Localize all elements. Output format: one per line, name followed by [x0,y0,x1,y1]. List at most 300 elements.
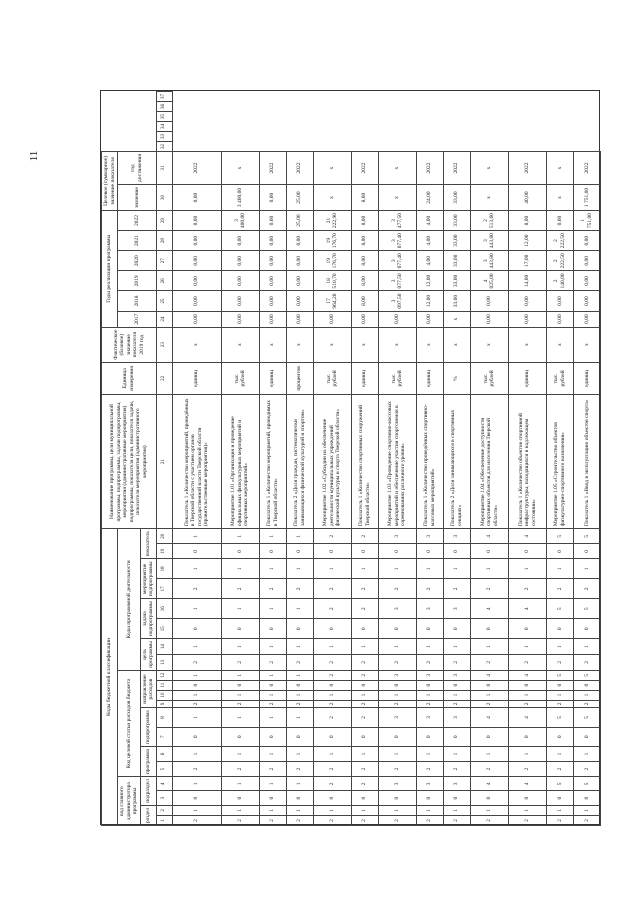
code-digit-cell: 1 [286,708,313,727]
code-digit-cell: 5 [546,777,573,791]
code-digit-cell: 3 [378,529,416,544]
code-digit-cell: 5 [573,777,600,791]
target-value-cell: 25,00 [286,185,313,211]
code-digit-cell: 2 [470,815,508,825]
column-number: 20 [156,529,172,544]
unit-cell: процентов [286,362,313,394]
code-digit-cell: 0 [351,680,378,690]
target-year-cell: 2022 [443,152,470,185]
code-digit-cell: 2 [351,777,378,791]
year-value-cell: 2 513,60 [470,210,508,230]
unit-cell: % [443,362,470,394]
subsection-header: подраздел [140,777,156,806]
code-digit-cell: 2 [221,700,259,708]
code-digit-cell: 2 [416,579,443,599]
unit-cell: тыс. рублей [546,362,573,394]
code-digit-cell: 2 [313,599,351,619]
code-digit-cell: 2 [351,762,378,777]
code-digit-cell: 0 [508,680,546,690]
name-cell: Мероприятие 1.02 «Субсидии на обеспечение деятельности муниципальных учреждений физической культуры и спорта Тверской области» [313,395,351,529]
year-value-cell: 0,00 [546,311,573,327]
indicator-header: показатель [140,529,156,559]
code-digit-cell: 2 [508,654,546,670]
code-digit-cell: 0 [259,727,286,746]
code-digit-cell: 1 [259,690,286,700]
code-digit-cell: 0 [573,791,600,805]
code-digit-cell: 0 [470,727,508,746]
column-number: 5 [156,762,172,777]
code-digit-cell: 1 [470,559,508,579]
name-cell: Показатель 1 «Количество проведённых спортивно-массовых мероприятий» [416,395,443,529]
column-number: 34 [156,122,172,132]
column-number: 29 [156,210,172,230]
code-digit-cell: 1 [259,529,286,544]
code-digit-cell: 1 [286,529,313,544]
column-number: 12 [156,670,172,680]
section-header: раздел [140,805,156,825]
code-digit-cell: 1 [259,777,286,791]
code-digit-cell: 2 [378,654,416,670]
code-digit-cell: 2 [508,762,546,777]
code-digit-cell: 5 [573,670,600,680]
column-number: 22 [156,362,172,394]
code-digit-cell: 2 [443,762,470,777]
code-digit-cell: 0 [313,727,351,746]
unit-cell: единиц [573,362,600,394]
code-digit-cell: 1 [259,670,286,680]
code-digit-cell: 0 [351,791,378,805]
base-value-cell: х [508,327,546,362]
code-digit-cell: 2 [573,579,600,599]
activity-header: мероприятие подпрограммы [140,559,156,599]
code-digit-cell: 1 [508,746,546,761]
code-digit-cell: 0 [351,727,378,746]
code-digit-cell: 3 [443,599,470,619]
code-digit-cell: 2 [351,599,378,619]
year-value-cell: 0,00 [286,271,313,291]
budget-class-header: Коды бюджетной классификации [102,529,118,826]
year-value-cell: 17,00 [508,251,546,271]
code-digit-cell: 1 [286,639,313,655]
code-digit-cell: 2 [573,815,600,825]
code-digit-cell: 5 [546,670,573,680]
year-value-cell: х [443,311,470,327]
target-value-cell: х [313,185,351,211]
direction-header: направление расходов [140,670,156,708]
code-digit-cell: 1 [443,746,470,761]
column-number: 10 [156,690,172,700]
code-digit-cell: 3 [416,599,443,619]
code-digit-cell: 0 [546,680,573,690]
code-digit-cell: 2 [416,815,443,825]
program-indicators-table [101,91,601,826]
target-year-cell: 2022 [286,152,313,185]
code-digit-cell: 2 [573,654,600,670]
year-value-cell: 4,00 [416,251,443,271]
code-digit-cell: 2 [313,700,351,708]
year-value-cell: 8,00 [508,210,546,230]
code-digit-cell: 5 [573,599,600,619]
code-digit-cell: 5 [546,599,573,619]
code-digit-cell: 0 [546,727,573,746]
code-digit-cell: 4 [470,670,508,680]
base-value-header: Фактическое (базовое) значение показателя 2019 год [102,327,157,362]
code-digit-cell: 2 [259,579,286,599]
table-row [416,92,443,826]
year-value-cell: 21 222,90 [313,210,351,230]
year-value-cell: 8,00 [351,231,378,251]
code-digit-cell: 1 [221,708,259,727]
unit-cell: единиц [172,362,221,394]
unit-cell: единиц [508,362,546,394]
code-digit-cell: 1 [546,639,573,655]
code-digit-cell: 0 [416,544,443,559]
base-value-cell: х [546,327,573,362]
year-value-cell: 0,00 [470,291,508,311]
code-digit-cell: 2 [470,700,508,708]
code-digit-cell: 2 [443,700,470,708]
target-year-cell: х [221,152,259,185]
code-digit-cell: 3 [416,777,443,791]
year-value-cell: 0,00 [172,291,221,311]
code-digit-cell: 0 [443,727,470,746]
code-digit-cell: 1 [416,746,443,761]
target-year-cell: 2022 [259,152,286,185]
code-digit-cell: 1 [416,690,443,700]
target-value-cell: 3 400,00 [221,185,259,211]
code-digit-cell: 2 [378,579,416,599]
code-digit-cell: 2 [221,815,259,825]
code-digit-cell: 1 [378,690,416,700]
code-digit-cell: 0 [221,791,259,805]
code-digit-cell: 2 [286,654,313,670]
code-digit-cell: 2 [351,700,378,708]
code-digit-cell: 0 [416,791,443,805]
code-digit-cell: 2 [313,815,351,825]
code-digit-cell: 1 [286,690,313,700]
code-digit-cell: 4 [508,529,546,544]
code-digit-cell: 2 [443,654,470,670]
code-digit-cell: 1 [313,746,351,761]
code-digit-cell: 0 [286,791,313,805]
code-digit-cell: 4 [508,599,546,619]
code-digit-cell: 2 [313,708,351,727]
year-value-cell: 0,00 [259,271,286,291]
code-digit-cell: 2 [416,654,443,670]
code-digit-cell: 1 [221,599,259,619]
code-digit-cell: 1 [470,805,508,815]
base-value-cell: х [351,327,378,362]
year-value-cell: 17 964,20 [313,291,351,311]
code-digit-cell: 2 [351,708,378,727]
code-digit-cell: 1 [443,805,470,815]
code-digit-cell: 1 [546,559,573,579]
table-row [443,92,470,826]
column-number: 4 [156,777,172,791]
code-digit-cell: 0 [286,619,313,639]
target-year-cell: 2022 [573,152,600,185]
code-digit-cell: 1 [378,639,416,655]
code-digit-cell: 1 [546,690,573,700]
code-digit-cell: 0 [546,619,573,639]
code-digit-cell: 0 [443,619,470,639]
code-digit-cell: 2 [351,579,378,599]
target-year-cell: 2022 [416,152,443,185]
year-value-cell: 0,00 [378,311,416,327]
code-digit-cell: 3 [416,529,443,544]
code-digit-cell: 2 [313,762,351,777]
target-value-cell: х [378,185,416,211]
target-value-cell: 8,00 [351,185,378,211]
code-digit-cell: 1 [221,639,259,655]
year-value-cell: 0,00 [221,311,259,327]
name-cell: Показатель 1 «Количество мероприятий, проведённых в Тверской области с участием органов государственной власти Тверской области (правительственные мероприятия)» [172,395,221,529]
code-digit-cell: 1 [416,639,443,655]
year-value-cell: 0,00 [573,271,600,291]
code-digit-cell: 0 [259,791,286,805]
code-digit-cell: 0 [508,544,546,559]
code-digit-cell: 5 [573,708,600,727]
year-value-cell: 0,00 [470,311,508,327]
code-digit-cell: 1 [286,599,313,619]
year-value-cell: 0,00 [172,311,221,327]
code-digit-cell: 1 [351,690,378,700]
unit-cell: тыс. рублей [313,362,351,394]
year-value-cell: 14,00 [508,271,546,291]
column-number: 9 [156,700,172,708]
target-year-cell: х [470,152,508,185]
column-number: 16 [156,599,172,619]
column-number: 33 [156,132,172,142]
table-row [286,92,313,826]
code-digit-cell: 1 [286,559,313,579]
code-digit-cell: 1 [313,690,351,700]
code-digit-cell: 3 [378,670,416,680]
target-value-cell: 0,00 [259,185,286,211]
year-value-cell: 0,00 [259,210,286,230]
code-digit-cell: 1 [378,559,416,579]
code-digit-cell: 0 [443,791,470,805]
code-digit-cell: 2 [470,762,508,777]
target-value-cell: х [546,185,573,211]
code-digit-cell: 1 [172,690,221,700]
year-value-cell: 0,00 [286,251,313,271]
target-year-cell: х [546,152,573,185]
year-value-cell: 4,00 [416,210,443,230]
code-digit-cell: 2 [508,579,546,599]
year-header-0: 2017 [118,311,157,327]
code-digit-cell: 2 [313,529,351,544]
code-digit-cell: 1 [259,746,286,761]
table-row [313,92,351,826]
code-digit-cell: 0 [416,680,443,690]
code-digit-cell: 2 [443,579,470,599]
code-digit-cell: 0 [286,680,313,690]
year-header-3: 2020 [118,251,157,271]
code-digit-cell: 3 [443,708,470,727]
code-digit-cell: 1 [443,690,470,700]
year-value-cell: 0,00 [286,231,313,251]
table-row [470,92,508,826]
code-digit-cell: 2 [172,654,221,670]
code-digit-cell: 4 [470,599,508,619]
base-value-cell: х [221,327,259,362]
base-value-cell: х [416,327,443,362]
code-digit-cell: 2 [351,654,378,670]
code-digit-cell: 2 [221,579,259,599]
page-number: 11 [28,150,40,162]
column-number: 17 [156,579,172,599]
code-digit-cell: 2 [313,654,351,670]
year-value-cell: 3 077,50 [378,271,416,291]
code-digit-cell: 0 [546,544,573,559]
code-digit-cell: 0 [313,619,351,639]
year-value-cell: 2 222,50 [546,231,573,251]
code-digit-cell: 3 [443,529,470,544]
code-digit-cell: 1 [470,746,508,761]
code-digit-cell: 2 [378,762,416,777]
code-digit-cell: 0 [508,727,546,746]
code-digit-cell: 0 [443,680,470,690]
column-number: 1 [156,815,172,825]
code-digit-cell: 1 [470,690,508,700]
code-digit-cell: 2 [259,762,286,777]
code-digit-cell: 0 [172,727,221,746]
year-value-cell: 33,00 [443,210,470,230]
unit-cell: тыс. рублей [470,362,508,394]
year-value-cell: 0,00 [259,291,286,311]
year-value-cell: 12,00 [508,231,546,251]
code-digit-cell: 2 [443,815,470,825]
code-digit-cell: 0 [378,727,416,746]
code-digit-cell: 2 [286,579,313,599]
code-digit-cell: 1 [416,805,443,815]
code-digit-cell: 5 [546,708,573,727]
year-value-cell: 0,00 [573,251,600,271]
code-digit-cell: 2 [259,815,286,825]
code-digit-cell: 1 [508,690,546,700]
name-cell: Показатель 1 «Количество мероприятий, проводимых в Тверской области» [259,395,286,529]
column-number: 19 [156,544,172,559]
code-digit-cell: 1 [172,670,221,680]
code-digit-cell: 4 [508,777,546,791]
base-value-cell: х [172,327,221,362]
code-digit-cell: 2 [221,654,259,670]
base-value-cell: х [573,327,600,362]
code-digit-cell: 1 [416,559,443,579]
code-digit-cell: 0 [259,544,286,559]
code-digit-cell: 1 [221,746,259,761]
column-number: 8 [156,708,172,727]
column-number: 37 [156,92,172,102]
year-header-4: 2021 [118,231,157,251]
year-value-cell: 3 443,80 [470,251,508,271]
target-value-cell: 1 751,00 [573,185,600,211]
code-digit-cell: 0 [378,619,416,639]
column-number: 28 [156,231,172,251]
code-digit-cell: 0 [378,791,416,805]
code-digit-cell: 1 [378,805,416,815]
year-value-cell: 8,00 [351,291,378,311]
name-cell: Показатель 2 «Доля граждан, систематически занимающихся физической культурой и спортом» [286,395,313,529]
code-digit-cell: 2 [172,579,221,599]
target-year-cell: 2022 [351,152,378,185]
column-number: 23 [156,327,172,362]
code-digit-cell: 1 [259,708,286,727]
year-value-cell: 0,00 [172,251,221,271]
code-digit-cell: 1 [351,805,378,815]
code-digit-cell: 3 [378,777,416,791]
year-value-cell: 0,00 [221,271,259,291]
code-digit-cell: 2 [378,700,416,708]
code-digit-cell: 1 [172,559,221,579]
code-digit-cell: 4 [470,777,508,791]
year-value-cell: 0,00 [259,311,286,327]
code-digit-cell: 1 [508,805,546,815]
code-digit-cell: 2 [351,670,378,680]
base-value-cell: х [470,327,508,362]
code-digit-cell: 1 [172,746,221,761]
year-value-cell: 0,00 [573,231,600,251]
code-digit-cell: 1 [508,559,546,579]
code-digit-cell: 1 [443,639,470,655]
target-value-cell: 24,00 [416,185,443,211]
year-value-cell: 8,00 [351,271,378,291]
column-number: 24 [156,311,172,327]
year-value-cell: 33,00 [443,251,470,271]
subprogram-header: подпрограмма [140,708,156,747]
name-cell: Мероприятие 1.03 «Проведение спортивно-массовых мероприятий и обеспечение участия спортсменов в соревнованиях различного уровня» [378,395,416,529]
code-digit-cell: 1 [313,639,351,655]
target-value-header: значение [118,185,157,211]
base-value-cell: х [286,327,313,362]
target-year-cell: 2022 [508,152,546,185]
code-digit-cell: 1 [221,670,259,680]
column-number: 6 [156,746,172,761]
table-row [221,92,259,826]
code-digit-cell: 2 [378,815,416,825]
code-digit-cell: 0 [378,544,416,559]
code-digit-cell: 4 [508,670,546,680]
year-value-cell: 12,00 [416,291,443,311]
code-digit-cell: 0 [470,680,508,690]
code-digit-cell: 2 [172,762,221,777]
code-digit-cell: 0 [313,791,351,805]
year-value-cell: 0,00 [573,291,600,311]
code-digit-cell: 1 [286,777,313,791]
column-number: 21 [156,395,172,529]
base-value-cell: х [313,327,351,362]
year-header-1: 2018 [118,291,157,311]
code-digit-cell: 0 [470,619,508,639]
column-number: 36 [156,102,172,112]
code-digit-cell: 1 [172,639,221,655]
code-digit-cell: 1 [172,529,221,544]
code-digit-cell: 4 [508,708,546,727]
code-digit-cell: 2 [573,700,600,708]
code-digit-cell: 3 [443,670,470,680]
name-cell: Мероприятие 1.05 «Строительство объектов физкультурно-спортивного назначения» [546,395,573,529]
year-value-cell: 2 140,00 [546,271,573,291]
code-digit-cell: 2 [416,762,443,777]
plan-period-header: Годы реализации программы [102,210,118,327]
year-value-cell: 0,00 [508,311,546,327]
year-value-cell: 3 097,50 [378,291,416,311]
code-digit-cell: 0 [546,791,573,805]
code-digit-cell: 4 [470,708,508,727]
unit-cell: единиц [259,362,286,394]
code-digit-cell: 0 [508,791,546,805]
